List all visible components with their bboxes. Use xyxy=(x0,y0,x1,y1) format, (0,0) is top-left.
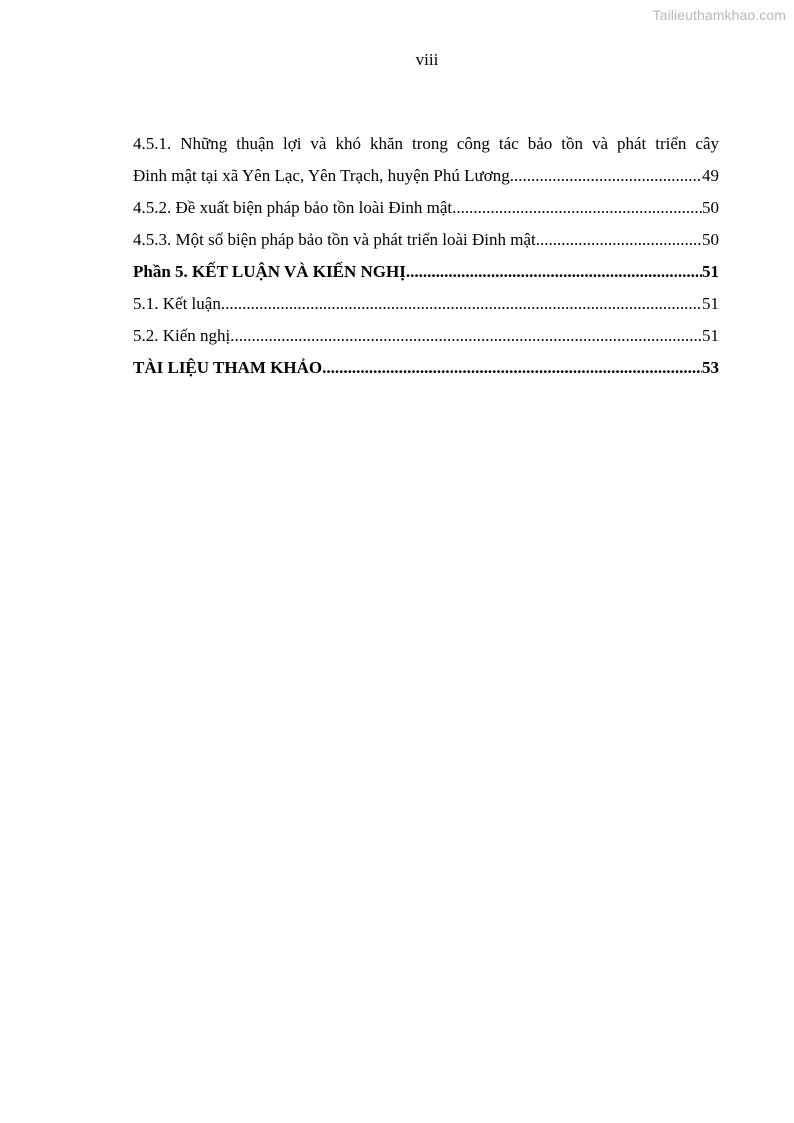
toc-page-number: 50 xyxy=(702,230,719,249)
toc-entry-4-5-1[interactable] xyxy=(133,163,719,195)
toc-page-number: 51 xyxy=(702,262,719,281)
toc-entry-text: 4.5.3. Một số biện pháp bảo tồn và phát triển loài Đinh mật xyxy=(133,230,536,249)
dot-leader xyxy=(406,259,702,285)
toc-entry-text: TÀI LIỆU THAM KHẢO xyxy=(133,358,323,377)
toc-entry-text: 4.5.1. Những thuận lợi và khó khăn trong công tác bảo tồn và phát triển cây xyxy=(133,134,719,153)
toc-entry-4-5-3[interactable] xyxy=(133,227,719,259)
table-of-contents xyxy=(133,131,719,387)
watermark: Tailieuthamkhao.com xyxy=(652,7,786,23)
toc-entry-text: Đinh mật tại xã Yên Lạc, Yên Trạch, huyện Phú Lương xyxy=(133,166,510,185)
dot-leader xyxy=(510,163,702,189)
dot-leader xyxy=(221,291,702,317)
toc-page-number: 50 xyxy=(702,198,719,217)
dot-leader xyxy=(322,355,702,381)
dot-leader xyxy=(230,323,702,349)
toc-page-number: 49 xyxy=(702,166,719,185)
toc-entry-text: 5.1. Kết luận xyxy=(133,294,221,313)
toc-entry-4-5-2[interactable] xyxy=(133,195,719,227)
toc-entry-5-1[interactable] xyxy=(133,291,719,323)
toc-entry-5-2[interactable] xyxy=(133,323,719,355)
toc-entry-text: 4.5.2. Đề xuất biện pháp bảo tồn loài Đinh mật xyxy=(133,198,453,217)
dot-leader xyxy=(452,195,702,221)
page-number: viii xyxy=(415,50,439,69)
toc-entry-4-5-1-first-line xyxy=(133,131,719,163)
toc-page-number: 51 xyxy=(702,294,719,313)
toc-entry-text: 5.2. Kiến nghị xyxy=(133,326,231,345)
toc-page-number: 53 xyxy=(702,358,719,377)
toc-page-number: 51 xyxy=(702,326,719,345)
toc-entry-part-5[interactable] xyxy=(133,259,719,291)
dot-leader xyxy=(536,227,702,253)
toc-entry-text: Phần 5. KẾT LUẬN VÀ KIẾN NGHỊ xyxy=(133,262,406,281)
toc-entry-references[interactable] xyxy=(133,355,719,387)
